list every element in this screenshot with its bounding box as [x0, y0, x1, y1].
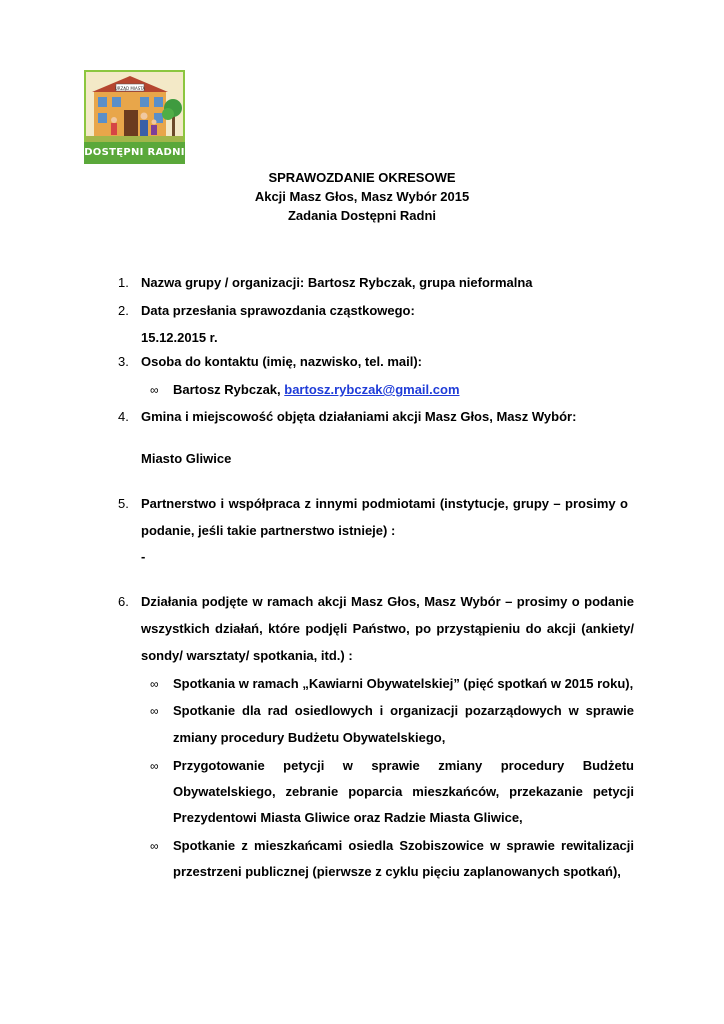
item-1-number: 1.	[118, 275, 129, 290]
item-1-text: Nazwa grupy / organizacji: Bartosz Rybczak, grupa nieformalna	[141, 275, 533, 290]
item-5-value: -	[141, 549, 146, 564]
item-5-number: 5.	[118, 496, 129, 511]
activity-4-line-2: przestrzeni publicznej (pierwsze z cyklu pięciu zaplanowanych spotkań),	[173, 864, 621, 879]
logo-sign-text: URZĄD MIASTA	[114, 86, 146, 91]
item-6-number: 6.	[118, 594, 129, 609]
item-2-date: 15.12.2015 r.	[141, 330, 218, 345]
contact-name: Bartosz Rybczak,	[173, 382, 285, 397]
item-5-line-2: podanie, jeśli takie partnerstwo istnieje) :	[141, 523, 396, 538]
report-title: SPRAWOZDANIE OKRESOWE	[268, 170, 456, 185]
activity-1: Spotkania w ramach „Kawiarni Obywatelskiej” (pięć spotkań w 2015 roku),	[173, 676, 634, 691]
report-task: Zadania Dostępni Radni	[287, 208, 437, 223]
activity-2-line-1: Spotkanie dla rad osiedlowych i organizacji pozarządowych w sprawie	[173, 703, 634, 718]
contact-line	[173, 381, 460, 399]
activity-3-line-2: Obywatelskiego, zebranie poparcia mieszkańców, przekazanie petycji	[173, 784, 634, 799]
item-4-number: 4.	[118, 409, 129, 424]
item-5-line-1: Partnerstwo i współpraca z innymi podmiotami (instytucje, grupy – prosimy o	[141, 496, 628, 511]
report-subtitle: Akcji Masz Głos, Masz Wybór 2015	[254, 189, 470, 204]
activity-4-line-1: Spotkanie z mieszkańcami osiedla Szobiszowice w sprawie rewitalizacji	[173, 838, 634, 853]
activity-3-line-3: Prezydentowi Miasta Gliwice oraz Radzie Miasta Gliwice,	[173, 810, 523, 825]
item-3-number: 3.	[118, 354, 129, 369]
activity-3-line-1: Przygotowanie petycji w sprawie zmiany procedury Budżetu	[173, 758, 634, 773]
bullet-4-icon: ∞	[150, 839, 159, 853]
item-4-text: Gmina i miejscowość objęta działaniami akcji Masz Głos, Masz Wybór:	[141, 409, 577, 424]
bullet-3-icon: ∞	[150, 759, 159, 773]
item-4-location: Miasto Gliwice	[141, 451, 232, 466]
logo-text: DOSTĘPNI RADNI	[84, 147, 185, 158]
activity-2-line-2: zmiany procedury Budżetu Obywatelskiego,	[173, 730, 446, 745]
item-6-line-1: Działania podjęte w ramach akcji Masz Głos, Masz Wybór – prosimy o podanie	[141, 594, 634, 609]
bullet-1-icon: ∞	[150, 677, 159, 691]
item-6-line-2: wszystkich działań, które podjęli Państwo, po przystąpieniu do akcji (ankiety/	[141, 621, 634, 636]
item-2-text: Data przesłania sprawozdania cząstkowego:	[141, 303, 415, 318]
document-header	[0, 168, 724, 225]
item-3-text: Osoba do kontaktu (imię, nazwisko, tel. mail):	[141, 354, 422, 369]
item-3-bullet-icon: ∞	[150, 383, 159, 397]
dostepni-radni-logo	[84, 70, 185, 164]
bullet-2-icon: ∞	[150, 704, 159, 718]
item-6-line-3: sondy/ warsztaty/ spotkania, itd.) :	[141, 648, 353, 663]
item-2-number: 2.	[118, 303, 129, 318]
contact-email-link[interactable]: bartosz.rybczak@gmail.com	[284, 382, 460, 397]
